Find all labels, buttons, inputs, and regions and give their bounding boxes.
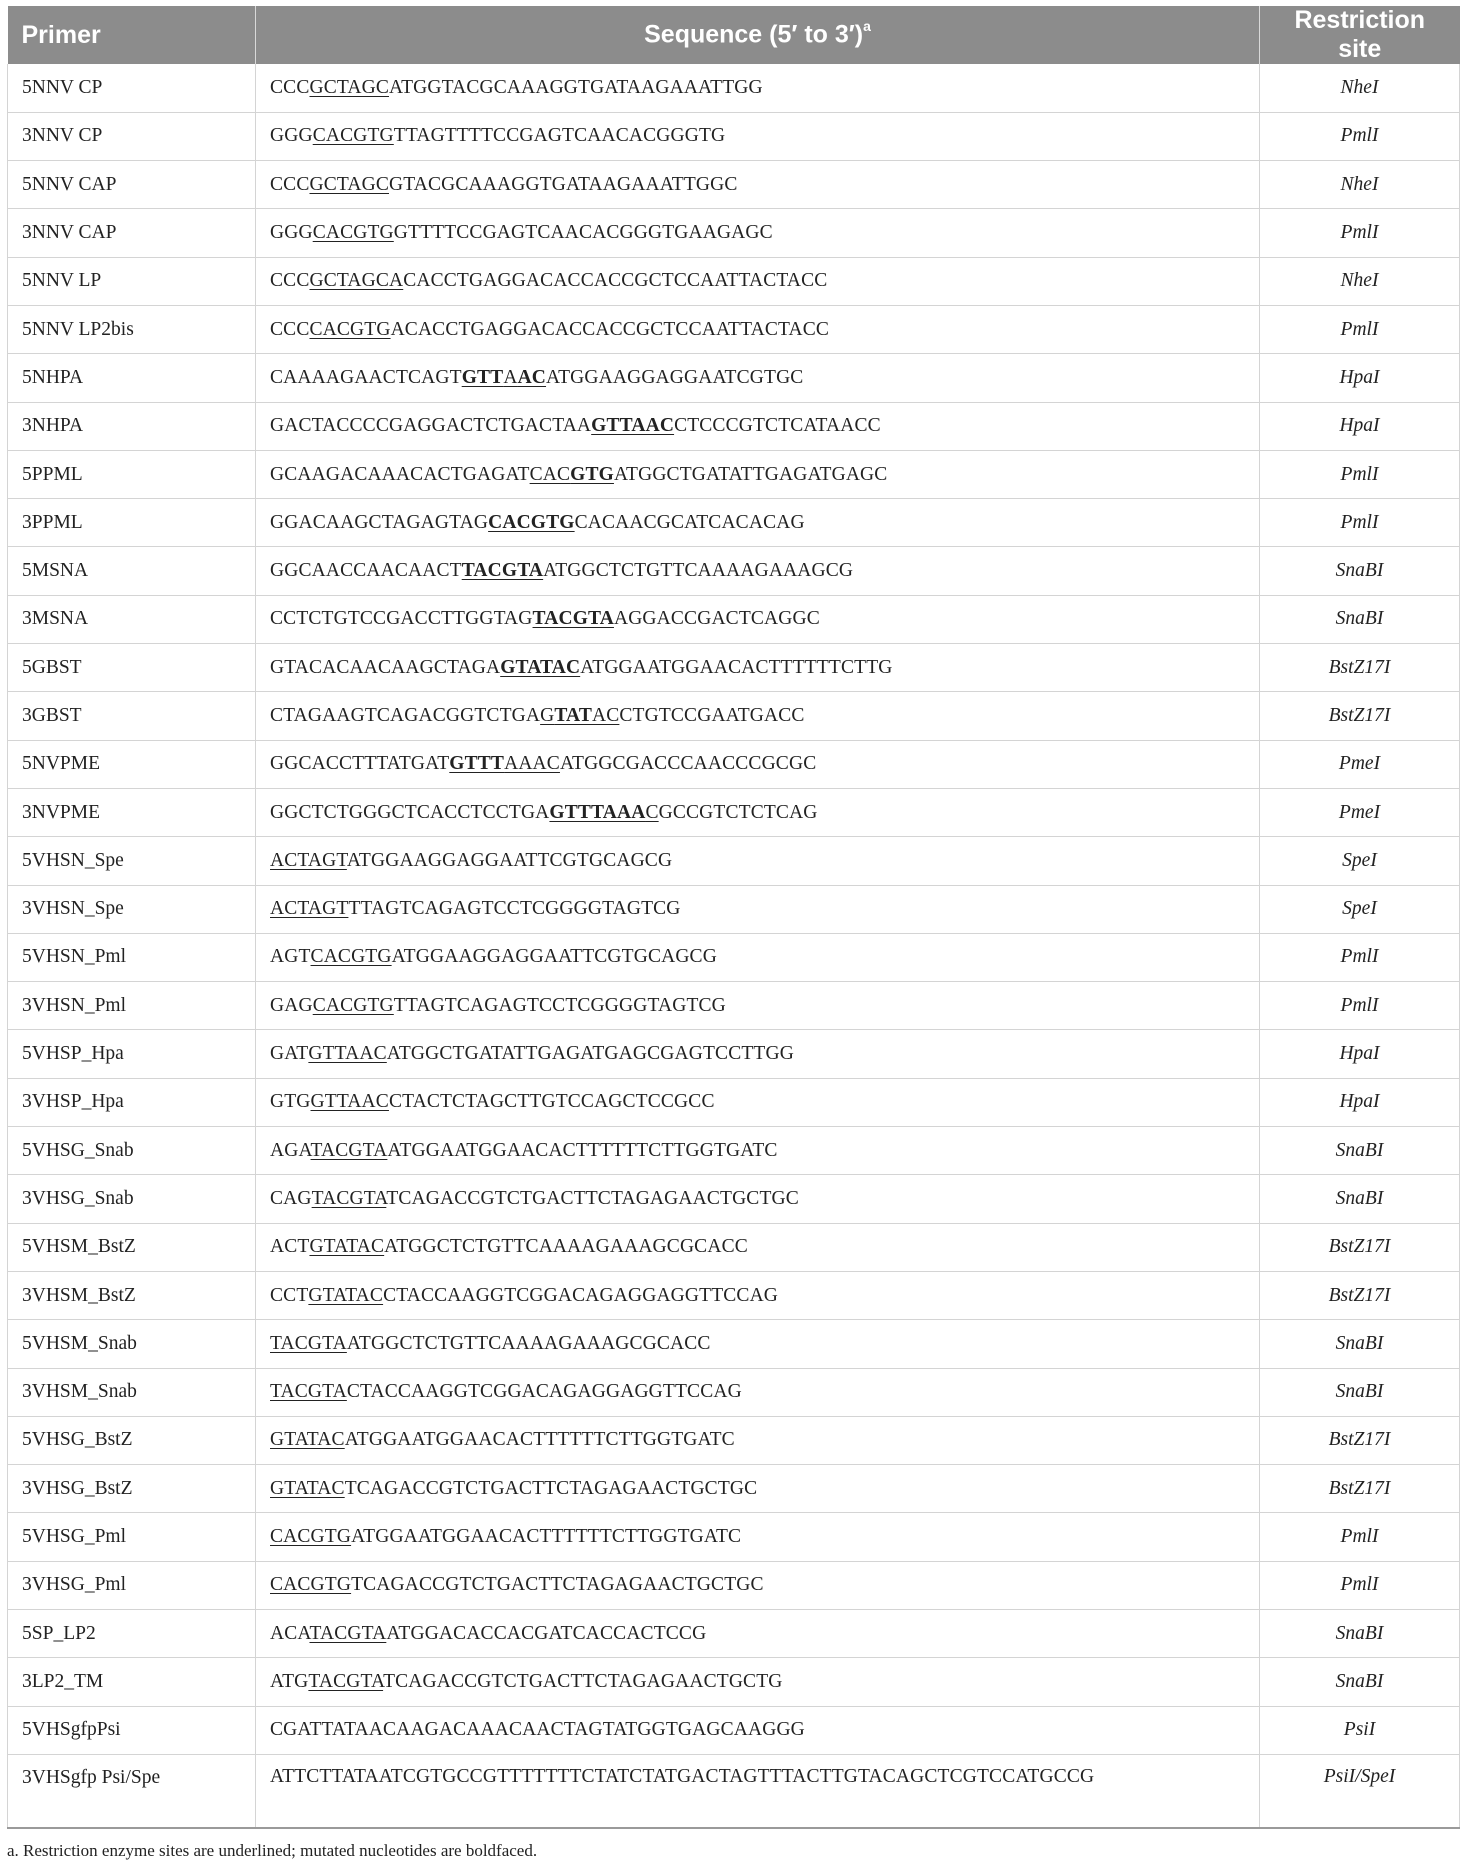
sequence-segment: ATGGAAGGAGGAATCGTGC	[546, 366, 804, 388]
restriction-site: HpaI	[1260, 1078, 1460, 1126]
table-row	[8, 257, 1460, 305]
restriction-site-segment: AC	[592, 705, 620, 726]
primer-name: 5NHPA	[8, 354, 256, 402]
sequence-segment: ATGGCGACCCAACCCGCGC	[559, 753, 817, 775]
sequence-segment: TCAGACCGTCTGACTTCTAGAGAACTGCTG	[383, 1670, 783, 1692]
primer-sequence	[256, 933, 1260, 981]
sequence-segment: TCAGACCGTCTGACTTCTAGAGAACTGCTGC	[351, 1574, 764, 1596]
sequence-segment: CCC	[270, 270, 310, 292]
restriction-site-segment: TACGTA	[461, 560, 544, 582]
restriction-site-segment: ACTAGT	[270, 898, 349, 920]
table-row	[8, 1320, 1460, 1368]
restriction-site: BstZ17I	[1260, 1271, 1460, 1319]
primer-sequence	[256, 547, 1260, 595]
header-restriction-site: Restriction site	[1260, 6, 1460, 64]
restriction-site-segment: TACGTA	[309, 1622, 387, 1644]
restriction-site: BstZ17I	[1260, 692, 1460, 740]
primer-sequence	[256, 595, 1260, 643]
sequence-segment: CTCCCGTCTCATAACC	[674, 415, 881, 437]
restriction-site-segment: TACGTA	[311, 1187, 387, 1209]
restriction-site-segment: CACGTG	[312, 125, 394, 147]
table-row	[8, 1078, 1460, 1126]
primer-name: 3VHSG_Snab	[8, 1175, 256, 1223]
restriction-site-segment: CACGTG	[309, 318, 391, 340]
primer-name: 3NNV CP	[8, 112, 256, 160]
restriction-site: PsiI/SpeI	[1260, 1754, 1460, 1828]
primer-name: 3VHSN_Pml	[8, 982, 256, 1030]
restriction-site-segment: G	[540, 705, 555, 726]
sequence-segment: ATGGAATGGAACACTTTTTTCTTGGTGATC	[344, 1429, 735, 1451]
primer-sequence	[256, 112, 1260, 160]
restriction-site: NheI	[1260, 64, 1460, 112]
primer-sequence	[256, 1416, 1260, 1464]
restriction-site-segment: CACGTG	[270, 1574, 352, 1596]
restriction-site: SnaBI	[1260, 547, 1460, 595]
table-row	[8, 209, 1460, 257]
table-row	[8, 1175, 1460, 1223]
sequence-segment: ACACCTGAGGACACCACCGCTCCAATTACTACC	[390, 318, 830, 340]
sequence-segment: CTACCAAGGTCGGACAGAGGAGGTTCCAG	[346, 1381, 742, 1403]
restriction-site-segment: GTTAAC	[591, 415, 675, 437]
table-row	[8, 1271, 1460, 1319]
restriction-site-segment: GTATAC	[309, 1236, 385, 1258]
table-row	[8, 837, 1460, 885]
table-row	[8, 1368, 1460, 1416]
restriction-site-segment: GTTTAAA	[549, 801, 646, 823]
primer-sequence	[256, 257, 1260, 305]
primer-name: 3VHSG_Pml	[8, 1561, 256, 1609]
restriction-site-segment: GTG	[570, 463, 614, 485]
restriction-site-segment: CACGTG	[270, 1526, 352, 1548]
table-row	[8, 64, 1460, 112]
sequence-segment: CTAGAAGTCAGACGGTCTGA	[270, 705, 541, 726]
sequence-segment: CCC	[270, 173, 310, 195]
primer-name: 3VHSgfp Psi/Spe	[8, 1754, 256, 1828]
sequence-segment: CCC	[270, 76, 310, 98]
primer-sequence	[256, 354, 1260, 402]
sequence-segment: ATGGAATGGAACACTTTTTTCTTGGTGATC	[387, 1139, 778, 1161]
sequence-segment: CACCTGAGGACACCACCGCTCCAATTACTACC	[403, 270, 828, 292]
primer-sequence	[256, 692, 1260, 740]
restriction-site: NheI	[1260, 161, 1460, 209]
table-row	[8, 644, 1460, 692]
primer-name: 5NVPME	[8, 740, 256, 788]
sequence-segment: ACT	[270, 1236, 310, 1258]
primer-sequence	[256, 305, 1260, 353]
sequence-segment: GACTACCCCGAGGACTCTGACTAA	[270, 415, 592, 437]
primer-sequence	[256, 1078, 1260, 1126]
primer-sequence	[256, 885, 1260, 933]
restriction-site-segment: CAC	[529, 463, 571, 485]
header-sequence-footnote-mark: a	[863, 18, 871, 35]
sequence-segment: TTAGTCAGAGTCCTCGGGGTAGTCG	[393, 994, 726, 1016]
restriction-site-segment: GTATAC	[270, 1429, 345, 1451]
restriction-site: BstZ17I	[1260, 1465, 1460, 1513]
restriction-site-segment: GTTT	[449, 753, 505, 775]
primer-name: 5MSNA	[8, 547, 256, 595]
primer-name: 3VHSM_BstZ	[8, 1271, 256, 1319]
primer-sequence	[256, 1561, 1260, 1609]
restriction-site: SnaBI	[1260, 1175, 1460, 1223]
restriction-site-segment: CACGTG	[310, 946, 392, 968]
sequence-segment: GCCGTCTCTCAG	[658, 801, 818, 823]
table-row	[8, 354, 1460, 402]
sequence-segment: GTG	[270, 1091, 311, 1113]
primer-sequence	[256, 1658, 1260, 1706]
restriction-site-segment: CACGTG	[312, 994, 394, 1016]
restriction-site-segment: GCTAGC	[309, 173, 389, 195]
restriction-site: PmlI	[1260, 933, 1460, 981]
sequence-segment: GGCTCTGGGCTCACCTCCTGA	[270, 801, 550, 823]
sequence-segment: GGCACCTTTATGAT	[270, 753, 450, 775]
table-row	[8, 450, 1460, 498]
restriction-site: SnaBI	[1260, 1658, 1460, 1706]
sequence-segment: ATG	[270, 1670, 309, 1692]
table-row	[8, 595, 1460, 643]
restriction-site-segment: TACGTA	[270, 1381, 347, 1403]
table-row	[8, 1513, 1460, 1561]
header-row	[8, 6, 1460, 64]
sequence-segment: GTACGCAAAGGTGATAAGAAATTGGC	[389, 173, 738, 195]
primer-sequence	[256, 1223, 1260, 1271]
sequence-segment: GTACACAACAAGCTAGA	[270, 656, 501, 678]
sequence-segment: GTTTTCCGAGTCAACACGGGTGAAGAGC	[393, 222, 773, 244]
sequence-segment: ATGGACACCACGATCACCACTCCG	[386, 1622, 707, 1644]
table-row	[8, 1754, 1460, 1828]
sequence-segment: GAT	[270, 1043, 309, 1065]
restriction-site: SpeI	[1260, 837, 1460, 885]
primer-sequence	[256, 1030, 1260, 1078]
sequence-segment: ATGGAATGGAACACTTTTTTCTTG	[580, 656, 893, 678]
primer-sequence	[256, 161, 1260, 209]
sequence-segment: GGACAAGCTAGAGTAG	[270, 511, 489, 533]
header-sequence	[256, 6, 1260, 64]
primer-sequence	[256, 1175, 1260, 1223]
primer-table	[7, 6, 1460, 1829]
restriction-site-segment: GCTAGC	[309, 76, 389, 98]
primer-name: 5NNV LP	[8, 257, 256, 305]
table-row	[8, 740, 1460, 788]
sequence-segment: TCAGACCGTCTGACTTCTAGAGAACTGCTGC	[386, 1187, 799, 1209]
restriction-site-segment: GTT	[461, 366, 504, 388]
sequence-segment: ATTCTTATAATCGTGCCGTTTTTTTCTATCTATGACTAGTTTACTTGTACAGCTCGTCCATGCCG	[270, 1765, 1095, 1787]
table-footnote: a. Restriction enzyme sites are underlined; mutated nucleotides are boldfaced.	[7, 1841, 538, 1860]
primer-name: 5VHSG_Snab	[8, 1127, 256, 1175]
primer-name: 3MSNA	[8, 595, 256, 643]
header-sequence-label: Sequence (5′ to 3′)	[644, 20, 864, 49]
sequence-segment: CCTCTGTCCGACCTTGGTAG	[270, 608, 533, 630]
table-row	[8, 1610, 1460, 1658]
restriction-site: PmeI	[1260, 788, 1460, 836]
restriction-site: BstZ17I	[1260, 1223, 1460, 1271]
restriction-site-segment: GCTAGCA	[309, 270, 404, 292]
restriction-site: NheI	[1260, 257, 1460, 305]
sequence-segment: GGG	[270, 222, 313, 244]
sequence-segment: AGT	[270, 946, 311, 968]
restriction-site-segment: GTTAAC	[308, 1043, 387, 1065]
sequence-segment: ACA	[270, 1622, 310, 1644]
table-row	[8, 982, 1460, 1030]
sequence-segment: CAG	[270, 1187, 312, 1209]
restriction-site: BstZ17I	[1260, 644, 1460, 692]
primer-name: 5GBST	[8, 644, 256, 692]
primer-sequence	[256, 644, 1260, 692]
primer-name: 3PPML	[8, 499, 256, 547]
table-row	[8, 112, 1460, 160]
table-row	[8, 499, 1460, 547]
restriction-site: PmlI	[1260, 450, 1460, 498]
sequence-segment: ATGGCTGATATTGAGATGAGCGAGTCCTTGG	[386, 1043, 794, 1065]
sequence-segment: CTGTCCGAATGACC	[619, 705, 805, 726]
sequence-segment: CAAAAGAACTCAGT	[270, 366, 462, 388]
primer-sequence	[256, 499, 1260, 547]
primer-sequence	[256, 1271, 1260, 1319]
restriction-site-segment: CACGTG	[488, 511, 575, 533]
restriction-site-segment: TACGTA	[270, 1332, 347, 1354]
restriction-site-segment: TAT	[554, 705, 592, 726]
restriction-site: HpaI	[1260, 1030, 1460, 1078]
primer-name: 5VHSP_Hpa	[8, 1030, 256, 1078]
primer-table-container	[7, 6, 1459, 1829]
sequence-segment: TTAGTCAGAGTCCTCGGGGTAGTCG	[348, 898, 681, 920]
primer-name: 5NNV LP2bis	[8, 305, 256, 353]
restriction-site-segment: TACGTA	[308, 1670, 384, 1692]
sequence-segment: CCC	[270, 318, 310, 340]
restriction-site-segment: GTTAAC	[310, 1091, 389, 1113]
restriction-site: PsiI	[1260, 1706, 1460, 1754]
sequence-segment: ATGGCTCTGTTCAAAAGAAAGCGCACC	[346, 1332, 711, 1354]
restriction-site-segment: GTATAC	[500, 656, 581, 678]
table-row	[8, 547, 1460, 595]
restriction-site: SnaBI	[1260, 1368, 1460, 1416]
restriction-site-segment: GTATAC	[308, 1284, 384, 1306]
restriction-site: HpaI	[1260, 354, 1460, 402]
table-row	[8, 402, 1460, 450]
sequence-segment: AGGACCGACTCAGGC	[613, 608, 820, 630]
sequence-segment: CGATTATAACAAGACAAACAACTAGTATGGTGAGCAAGGG	[270, 1719, 805, 1741]
primer-name: 3NVPME	[8, 788, 256, 836]
primer-sequence	[256, 64, 1260, 112]
primer-sequence	[256, 1706, 1260, 1754]
restriction-site: SnaBI	[1260, 1610, 1460, 1658]
restriction-site-segment: AC	[517, 366, 547, 388]
table-row	[8, 1465, 1460, 1513]
sequence-segment: GGCAACCAACAACT	[270, 560, 462, 582]
primer-name: 3VHSP_Hpa	[8, 1078, 256, 1126]
primer-sequence	[256, 837, 1260, 885]
sequence-segment: GCAAGACAAACACTGAGAT	[270, 463, 530, 485]
sequence-segment: AGA	[270, 1139, 311, 1161]
sequence-segment: CTACTCTAGCTTGTCCAGCTCCGCC	[388, 1091, 715, 1113]
table-row	[8, 305, 1460, 353]
primer-sequence	[256, 788, 1260, 836]
primer-name: 5PPML	[8, 450, 256, 498]
restriction-site-segment: ACTAGT	[270, 849, 347, 871]
restriction-site: SnaBI	[1260, 1320, 1460, 1368]
restriction-site: SnaBI	[1260, 595, 1460, 643]
table-body	[8, 64, 1460, 1828]
restriction-site: PmlI	[1260, 982, 1460, 1030]
primer-name: 3NHPA	[8, 402, 256, 450]
primer-name: 3VHSG_BstZ	[8, 1465, 256, 1513]
primer-name: 3VHSN_Spe	[8, 885, 256, 933]
primer-sequence	[256, 1610, 1260, 1658]
table-row	[8, 1030, 1460, 1078]
primer-sequence	[256, 1320, 1260, 1368]
restriction-site-segment: TACGTA	[310, 1139, 388, 1161]
primer-name: 3NNV CAP	[8, 209, 256, 257]
primer-sequence	[256, 450, 1260, 498]
header-primer: Primer	[8, 6, 256, 64]
restriction-site-segment: AAAC	[504, 753, 560, 775]
primer-sequence	[256, 1513, 1260, 1561]
sequence-segment: CTACCAAGGTCGGACAGAGGAGGTTCCAG	[383, 1284, 779, 1306]
restriction-site: PmlI	[1260, 1513, 1460, 1561]
primer-name: 5VHSN_Pml	[8, 933, 256, 981]
restriction-site-segment: C	[645, 801, 659, 823]
restriction-site: BstZ17I	[1260, 1416, 1460, 1464]
table-row	[8, 692, 1460, 740]
primer-name: 5VHSM_BstZ	[8, 1223, 256, 1271]
sequence-segment: ATGGAAGGAGGAATTCGTGCAGCG	[346, 849, 673, 871]
primer-sequence	[256, 1368, 1260, 1416]
sequence-segment: CCT	[270, 1284, 309, 1306]
primer-name: 5VHSN_Spe	[8, 837, 256, 885]
table-row	[8, 1223, 1460, 1271]
table-row	[8, 161, 1460, 209]
sequence-segment: GGG	[270, 125, 313, 147]
primer-name: 5NNV CAP	[8, 161, 256, 209]
sequence-segment: ATGGTACGCAAAGGTGATAAGAAATTGG	[389, 76, 763, 98]
primer-sequence	[256, 1754, 1260, 1828]
primer-name: 5NNV CP	[8, 64, 256, 112]
primer-sequence	[256, 1127, 1260, 1175]
primer-name: 3VHSM_Snab	[8, 1368, 256, 1416]
table-row	[8, 1127, 1460, 1175]
sequence-segment: CACAACGCATCACACAG	[574, 511, 805, 533]
restriction-site-segment: A	[503, 366, 518, 388]
primer-name: 5VHSG_BstZ	[8, 1416, 256, 1464]
primer-name: 5VHSM_Snab	[8, 1320, 256, 1368]
primer-sequence	[256, 1465, 1260, 1513]
primer-name: 5VHSgfpPsi	[8, 1706, 256, 1754]
restriction-site: SnaBI	[1260, 1127, 1460, 1175]
sequence-segment: TTAGTTTTCCGAGTCAACACGGGTG	[393, 125, 726, 147]
table-row	[8, 1706, 1460, 1754]
primer-sequence	[256, 402, 1260, 450]
sequence-segment: ATGGAAGGAGGAATTCGTGCAGCG	[391, 946, 717, 968]
restriction-site: PmlI	[1260, 209, 1460, 257]
sequence-segment: ATGGAATGGAACACTTTTTTCTTGGTGATC	[351, 1526, 742, 1548]
table-row	[8, 1658, 1460, 1706]
sequence-segment: ATGGCTCTGTTCAAAAGAAAGCG	[543, 560, 854, 582]
table-row	[8, 933, 1460, 981]
primer-name: 5VHSG_Pml	[8, 1513, 256, 1561]
restriction-site: PmeI	[1260, 740, 1460, 788]
restriction-site: SpeI	[1260, 885, 1460, 933]
primer-sequence	[256, 209, 1260, 257]
restriction-site: PmlI	[1260, 499, 1460, 547]
primer-name: 3LP2_TM	[8, 1658, 256, 1706]
table-row	[8, 1561, 1460, 1609]
sequence-segment: ATGGCTGATATTGAGATGAGC	[613, 463, 888, 485]
restriction-site: PmlI	[1260, 305, 1460, 353]
primer-sequence	[256, 740, 1260, 788]
sequence-segment: TCAGACCGTCTGACTTCTAGAGAACTGCTGC	[344, 1477, 758, 1499]
sequence-segment: ATGGCTCTGTTCAAAAGAAAGCGCACC	[384, 1236, 748, 1258]
sequence-segment: GAG	[270, 994, 313, 1016]
primer-name: 3GBST	[8, 692, 256, 740]
restriction-site-segment: CACGTG	[312, 222, 394, 244]
restriction-site: HpaI	[1260, 402, 1460, 450]
table-row	[8, 788, 1460, 836]
restriction-site: PmlI	[1260, 112, 1460, 160]
restriction-site: PmlI	[1260, 1561, 1460, 1609]
primer-sequence	[256, 982, 1260, 1030]
primer-name: 5SP_LP2	[8, 1610, 256, 1658]
table-row	[8, 885, 1460, 933]
restriction-site-segment: GTATAC	[270, 1477, 345, 1499]
table-row	[8, 1416, 1460, 1464]
restriction-site-segment: TACGTA	[532, 608, 614, 630]
